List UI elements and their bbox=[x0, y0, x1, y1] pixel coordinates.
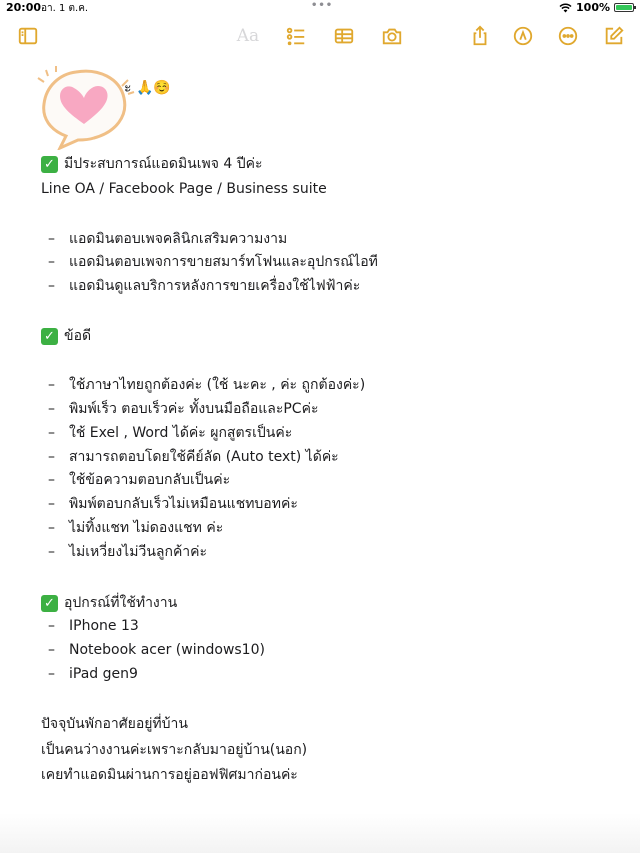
list-item bbox=[48, 640, 265, 660]
status-time: 20:00 bbox=[6, 1, 42, 14]
list-item-text: IPhone 13 bbox=[69, 618, 139, 634]
list-item-text: ใช้ภาษาไทยถูกต้องค่ะ (ใช้ นะคะ , ค่ะ ถูกต้องค่ะ) bbox=[69, 377, 366, 393]
list-item bbox=[48, 229, 287, 249]
dash-icon: – bbox=[48, 231, 55, 247]
list-item-text: iPad gen9 bbox=[69, 666, 138, 682]
dash-icon: – bbox=[48, 449, 55, 465]
list-item-text: แอดมินตอบเพจการขายสมาร์ทโฟนและอุปกรณ์ไอที bbox=[69, 254, 378, 270]
list-item-text: แอดมินตอบเพจคลินิกเสริมความงาม bbox=[69, 231, 288, 247]
multitasking-dots-icon[interactable]: ••• bbox=[311, 0, 334, 11]
check-mark-icon: ✓ bbox=[41, 156, 58, 173]
list-item bbox=[48, 252, 378, 272]
list-item bbox=[48, 447, 339, 467]
list-item bbox=[48, 542, 207, 562]
list-item bbox=[48, 375, 365, 395]
closing-line: ปัจจุบันพักอาศัยอยู่ที่บ้าน bbox=[41, 716, 188, 732]
battery-percent: 100% bbox=[576, 1, 610, 14]
dash-icon: – bbox=[48, 496, 55, 512]
dash-icon: – bbox=[48, 618, 55, 634]
dash-icon: – bbox=[48, 472, 55, 488]
list-item bbox=[48, 399, 318, 419]
dash-icon: – bbox=[48, 377, 55, 393]
check-mark-icon: ✓ bbox=[41, 595, 58, 612]
heading-text: มีประสบการณ์แอดมินเพจ 4 ปีค่ะ bbox=[64, 156, 263, 172]
section-heading-equipment bbox=[41, 593, 177, 613]
check-mark-icon: ✓ bbox=[41, 328, 58, 345]
list-item bbox=[48, 494, 298, 514]
heart-sticker-icon bbox=[32, 60, 136, 150]
platforms-text: Line OA / Facebook Page / Business suite bbox=[41, 181, 327, 197]
heading-text: ข้อดี bbox=[64, 328, 92, 344]
list-item bbox=[48, 470, 230, 490]
list-item-text: แอดมินดูแลบริการหลังการขายเครื่องใช้ไฟฟ้าค่ะ bbox=[69, 278, 361, 294]
dash-icon: – bbox=[48, 544, 55, 560]
list-item-text: ไม่เหวี่ยงไม่วีนลูกค้าค่ะ bbox=[69, 544, 208, 560]
list-item bbox=[48, 664, 138, 684]
dash-icon: – bbox=[48, 254, 55, 270]
dash-icon: – bbox=[48, 666, 55, 682]
list-item bbox=[48, 518, 223, 538]
list-item-text: Notebook acer (windows10) bbox=[69, 642, 265, 658]
list-item bbox=[48, 423, 292, 443]
list-item bbox=[48, 276, 360, 296]
section-heading-experience bbox=[41, 154, 263, 174]
list-item-text: ใช้ Exel , Word ได้ค่ะ ผูกสูตรเป็นค่ะ bbox=[69, 425, 293, 441]
section-heading-advantages bbox=[41, 326, 91, 346]
list-item-text: พิมพ์เร็ว ตอบเร็วค่ะ ทั้งบนมือถือและPCค่ะ bbox=[69, 401, 319, 417]
list-item-text: พิมพ์ตอบกลับเร็วไม่เหมือนแชทบอทค่ะ bbox=[69, 496, 298, 512]
list-item bbox=[48, 616, 139, 636]
dash-icon: – bbox=[48, 642, 55, 658]
bottom-fade bbox=[0, 813, 640, 853]
dash-icon: – bbox=[48, 401, 55, 417]
list-item-text: สามารถตอบโดยใช้คีย์ลัด (Auto text) ได้ค่ะ bbox=[69, 449, 339, 465]
format-button[interactable]: Aa bbox=[236, 26, 260, 46]
closing-line: เคยทำแอดมินผ่านการอยู่ออฟฟิศมาก่อนค่ะ bbox=[41, 767, 298, 783]
dash-icon: – bbox=[48, 425, 55, 441]
dash-icon: – bbox=[48, 520, 55, 536]
dash-icon: – bbox=[48, 278, 55, 294]
greeting-text: ะ 🙏☺️ bbox=[124, 80, 171, 96]
list-item-text: ใช้ข้อความตอบกลับเป็นค่ะ bbox=[69, 472, 231, 488]
list-item-text: ไม่ทิ้งแชท ไม่ดองแชท ค่ะ bbox=[69, 520, 224, 536]
status-date: อา. 1 ต.ค. bbox=[41, 3, 89, 14]
closing-line: เป็นคนว่างงานค่ะเพราะกลับมาอยู่บ้าน(นอก) bbox=[41, 742, 308, 758]
heading-text: อุปกรณ์ที่ใช้ทำงาน bbox=[64, 595, 178, 611]
